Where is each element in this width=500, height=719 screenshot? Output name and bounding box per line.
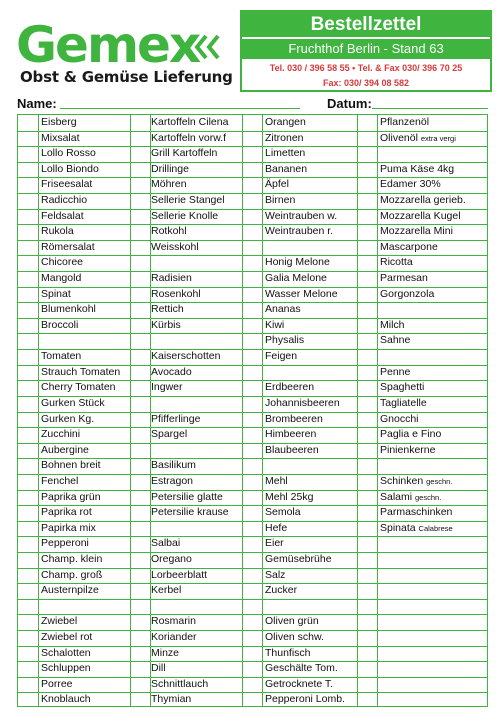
- product-item: Mozzarella Mini: [380, 225, 453, 238]
- product-item: Schnittlauch: [151, 677, 209, 690]
- product-item: Lollo Rosso: [41, 147, 96, 160]
- product-item: Dill: [151, 662, 166, 675]
- empty-slot: [151, 599, 241, 615]
- gemex-logo: [16, 16, 238, 90]
- product-item: Zwiebel: [41, 615, 78, 628]
- empty-slot: [265, 599, 355, 615]
- empty-slot: [380, 568, 488, 584]
- product-item: Ananas: [265, 303, 301, 316]
- product-item: Penne: [380, 365, 411, 378]
- product-item: Strauch Tomaten: [41, 365, 121, 378]
- header-box: [240, 10, 492, 92]
- product-item: Honig Melone: [265, 256, 330, 269]
- product-item: Zwiebel rot: [41, 630, 93, 643]
- product-item: Edamer 30%: [380, 178, 441, 191]
- product-item: Himbeeren: [265, 428, 317, 441]
- product-item: Austernpilze: [41, 584, 99, 597]
- product-item: Gorgonzola: [380, 287, 435, 300]
- fax-line: Fax: 030/ 394 08 582: [322, 78, 410, 88]
- product-item: Kaiserschotten: [151, 350, 221, 363]
- product-item: Feldsalat: [41, 209, 84, 222]
- product-item: Petersilie glatte: [151, 490, 223, 503]
- product-item: Eisberg: [41, 116, 77, 128]
- product-item: Blaubeeren: [265, 443, 319, 456]
- product-item: Pepperoni Lomb.: [265, 693, 345, 706]
- product-item: Papirka mix: [41, 521, 96, 534]
- column-divider: [38, 115, 39, 706]
- chevron-logo-icon: [194, 34, 224, 60]
- product-item: Oliven grün: [265, 615, 319, 628]
- product-item: Geschälte Tom.: [265, 662, 338, 675]
- product-item: Erdbeeren: [265, 381, 315, 394]
- name-label: Name:: [17, 96, 57, 111]
- product-item: Friseesalat: [41, 178, 93, 191]
- product-item: Mozzarella gerieb.: [380, 194, 466, 207]
- product-item: Kartoffeln Cilena: [151, 116, 229, 128]
- product-item: Parmaschinken: [380, 506, 453, 519]
- product-item: Thymian: [151, 693, 192, 706]
- empty-slot: [151, 443, 241, 459]
- empty-slot: [380, 692, 488, 708]
- product-item: Mascarpone: [380, 240, 438, 253]
- empty-slot: [380, 583, 488, 599]
- product-item: Wasser Melone: [265, 287, 338, 300]
- product-item: Möhren: [151, 178, 187, 191]
- product-item: Pfifferlinge: [151, 412, 201, 425]
- product-item: Drillinge: [151, 162, 189, 175]
- product-item: Sahne: [380, 334, 411, 347]
- product-item: Zucker: [265, 584, 298, 597]
- product-item: Lorbeerblatt: [151, 568, 208, 581]
- product-item: Puma Käse 4kg: [380, 162, 455, 175]
- product-item: Mozzarella Kugel: [380, 209, 461, 222]
- product-item: Brombeeren: [265, 412, 323, 425]
- empty-slot: [380, 661, 488, 677]
- product-item: Porree: [41, 677, 73, 690]
- product-item: Cherry Tomaten: [41, 381, 116, 394]
- empty-slot: [380, 536, 488, 552]
- product-item: Pepperoni: [41, 537, 89, 550]
- product-item: Kerbel: [151, 584, 182, 597]
- product-item: Bananen: [265, 162, 308, 175]
- product-item: Aubergine: [41, 443, 89, 456]
- product-item: Olivenöl extra vergi: [380, 131, 456, 144]
- empty-slot: [151, 333, 241, 349]
- product-item: Salbai: [151, 537, 181, 550]
- product-item: Mehl 25kg: [265, 490, 314, 503]
- product-item: Orangen: [265, 116, 306, 128]
- product-item: Oliven schw.: [265, 630, 324, 643]
- product-item: Spinat: [41, 287, 71, 300]
- brand-name: Gemex: [16, 16, 200, 74]
- product-item: Weintrauben r.: [265, 225, 334, 238]
- product-item: Champ. groß: [41, 568, 103, 581]
- product-item: Pflanzenöl: [380, 116, 430, 128]
- empty-slot: [380, 646, 488, 662]
- column-divider: [242, 115, 243, 706]
- product-item: Paglia e Fino: [380, 428, 442, 441]
- product-item: Semola: [265, 506, 301, 519]
- product-item: Salami geschn.: [380, 490, 442, 503]
- product-item: Physalis: [265, 334, 305, 347]
- empty-slot: [380, 146, 488, 162]
- empty-slot: [151, 255, 241, 271]
- product-item: Gurken Kg.: [41, 412, 95, 425]
- empty-slot: [380, 677, 488, 693]
- product-item: Spinata Calabrese: [380, 521, 453, 534]
- product-item: Salz: [265, 568, 286, 581]
- empty-slot: [265, 240, 355, 256]
- product-item: Schinken geschn.: [380, 474, 453, 487]
- product-item: Fenchel: [41, 474, 79, 487]
- product-item: Spaghetti: [380, 381, 425, 394]
- product-item: Rosenkohl: [151, 287, 201, 300]
- product-item: Weintrauben w.: [265, 209, 338, 222]
- product-item: Kürbis: [151, 318, 181, 331]
- product-item: Radisien: [151, 272, 192, 285]
- empty-slot: [380, 349, 488, 365]
- column-divider: [262, 115, 263, 706]
- product-item: Rukola: [41, 225, 74, 238]
- empty-slot: [380, 630, 488, 646]
- product-item: Kartoffeln vorw.f: [151, 131, 227, 144]
- product-item: Ricotta: [380, 256, 413, 269]
- product-item: Kiwi: [265, 318, 285, 331]
- order-grid: [17, 114, 488, 707]
- product-item: Rosmarin: [151, 615, 196, 628]
- product-item: Knoblauch: [41, 693, 91, 706]
- name-field[interactable]: [60, 108, 300, 109]
- brand-tagline: Obst & Gemüse Lieferung: [20, 68, 233, 86]
- empty-slot: [151, 521, 241, 537]
- product-item: Sellerie Stangel: [151, 194, 225, 207]
- product-item: Paprika grün: [41, 490, 101, 503]
- product-item: Eier: [265, 537, 284, 550]
- product-item: Johannisbeeren: [265, 396, 340, 409]
- product-item: Galia Melone: [265, 272, 327, 285]
- product-item: Lollo Biondo: [41, 162, 99, 175]
- product-item: Mangold: [41, 272, 82, 285]
- column-divider: [377, 115, 378, 706]
- product-item: Gemüsebrühe: [265, 552, 332, 565]
- product-item: Äpfel: [265, 178, 289, 191]
- empty-slot: [380, 599, 488, 615]
- empty-slot: [380, 302, 488, 318]
- product-item: Milch: [380, 318, 405, 331]
- product-item: Schalotten: [41, 646, 91, 659]
- date-label: Datum:: [327, 96, 372, 111]
- product-item: Blumenkohl: [41, 303, 96, 316]
- empty-slot: [41, 333, 131, 349]
- product-item: Birnen: [265, 194, 296, 207]
- empty-slot: [380, 614, 488, 630]
- product-item: Pinienkerne: [380, 443, 436, 456]
- product-item: Hefe: [265, 521, 288, 534]
- product-item: Petersilie krause: [151, 506, 229, 519]
- product-item: Tomaten: [41, 350, 82, 363]
- empty-slot: [151, 396, 241, 412]
- product-item: Rotkohl: [151, 225, 187, 238]
- product-item: Gurken Stück: [41, 396, 105, 409]
- product-item: Mehl: [265, 474, 288, 487]
- product-item: Minze: [151, 646, 180, 659]
- phone-line: Tel. 030 / 396 58 55 • Tel. & Fax 030/ 396 70 25: [269, 63, 463, 73]
- empty-slot: [265, 458, 355, 474]
- form-title: Bestellzettel: [242, 12, 490, 37]
- product-item: Mixsalat: [41, 131, 80, 144]
- product-item: Tagliatelle: [380, 396, 427, 409]
- product-item: Koriander: [151, 630, 197, 643]
- product-item: Ingwer: [151, 381, 183, 394]
- product-item: Sellerie Knolle: [151, 209, 219, 222]
- product-item: Chicoree: [41, 256, 84, 269]
- product-item: Thunfisch: [265, 646, 311, 659]
- product-item: Weisskohl: [151, 240, 199, 253]
- product-item: Broccoli: [41, 318, 79, 331]
- product-item: Schluppen: [41, 662, 91, 675]
- product-item: Feigen: [265, 350, 298, 363]
- product-item: Römersalat: [41, 240, 95, 253]
- empty-slot: [380, 552, 488, 568]
- empty-slot: [265, 365, 355, 381]
- product-item: Champ. klein: [41, 552, 103, 565]
- column-divider: [357, 115, 358, 706]
- date-field[interactable]: [372, 108, 488, 109]
- form-subtitle: Fruchthof Berlin - Stand 63: [242, 39, 490, 59]
- product-item: Avocado: [151, 365, 192, 378]
- product-item: Getrocknete T.: [265, 677, 334, 690]
- product-item: Parmesan: [380, 272, 428, 285]
- product-item: Grill Kartoffeln: [151, 147, 218, 160]
- empty-slot: [41, 599, 131, 615]
- product-item: Radicchio: [41, 194, 88, 207]
- product-item: Rettich: [151, 303, 184, 316]
- product-item: Paprika rot: [41, 506, 92, 519]
- product-item: Limetten: [265, 147, 306, 160]
- product-item: Gnocchi: [380, 412, 419, 425]
- product-item: Spargel: [151, 428, 188, 441]
- product-item: Zucchini: [41, 428, 81, 441]
- product-item: Zitronen: [265, 131, 304, 144]
- product-item: Oregano: [151, 552, 192, 565]
- empty-slot: [380, 458, 488, 474]
- product-item: Basilikum: [151, 459, 196, 472]
- product-item: Bohnen breit: [41, 459, 101, 472]
- product-item: Estragon: [151, 474, 194, 487]
